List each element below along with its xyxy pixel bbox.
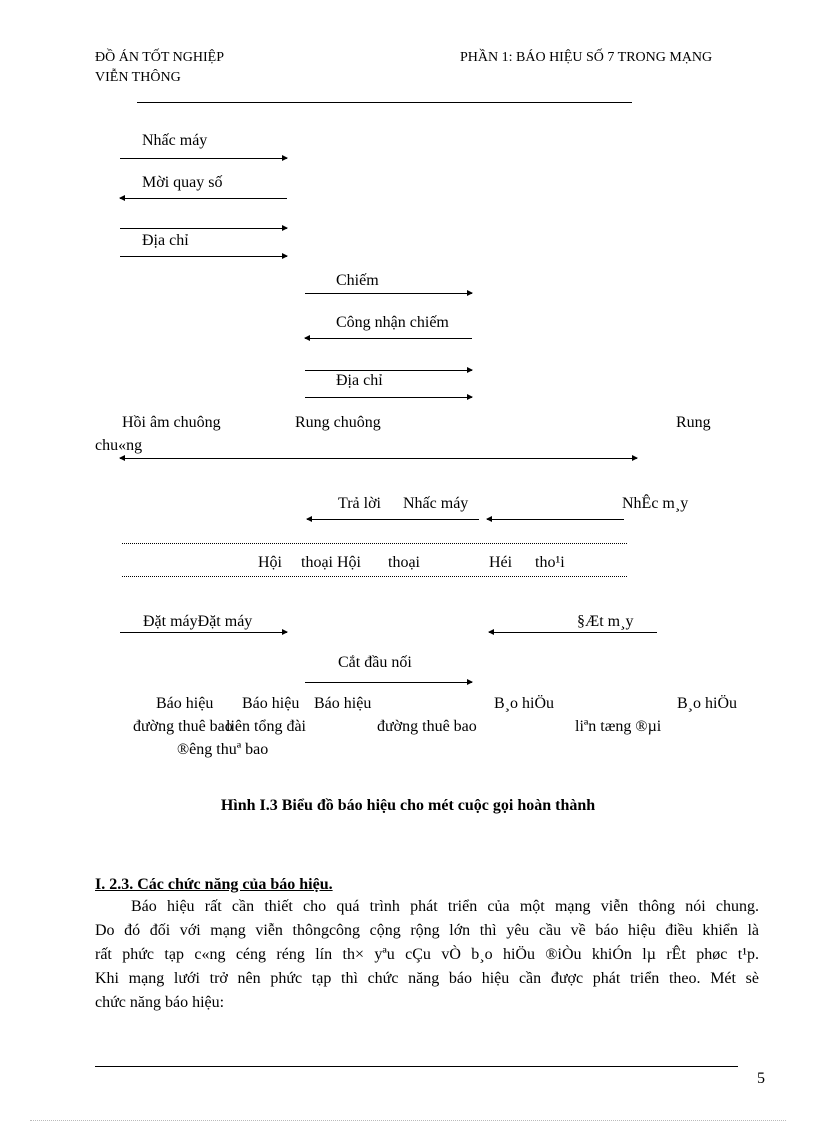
label-nhac-may: Nhấc máy bbox=[142, 132, 208, 149]
label-hoi: Hội bbox=[258, 554, 282, 571]
arrow-right bbox=[120, 632, 287, 633]
label-rung: Rung bbox=[676, 414, 711, 431]
label-bh-1a: Báo hiệu bbox=[156, 695, 214, 712]
label-cat-dau-noi: Cắt đầu nối bbox=[338, 654, 412, 671]
label-dat-may: Đặt máyĐặt máy bbox=[143, 613, 253, 630]
figure-caption: Hình I.3 Biểu đồ báo hiệu cho mét cuộc gọi hoàn thành bbox=[220, 797, 596, 814]
arrow-right bbox=[120, 228, 287, 229]
paragraph-line: chức năng báo hiệu: bbox=[95, 994, 225, 1011]
label-dat-may-2: §Æt m¸y bbox=[577, 613, 634, 630]
label-chiem: Chiếm bbox=[336, 272, 379, 289]
paragraph-line: rất phức tạp c«ng céng réng lín th× yªu cÇu vÒ b¸o hiÖu ®iÒu khiÓn lµ rÊt phøc t¹p. bbox=[95, 946, 759, 963]
arrow-right bbox=[120, 158, 287, 159]
arrow-right bbox=[305, 682, 472, 683]
arrow-left bbox=[307, 519, 479, 520]
section-title: I. 2.3. Các chức năng của báo hiệu. bbox=[95, 876, 333, 893]
paragraph-line: Do đó đối với mạng viễn thôngcông cộng rộng lớn thì yêu cầu về báo hiệu điều khiển là bbox=[95, 922, 759, 939]
header-rule bbox=[137, 102, 632, 103]
label-bh-2a: Báo hiệu bbox=[242, 695, 300, 712]
page-number: 5 bbox=[757, 1070, 765, 1087]
arrow-both bbox=[120, 458, 637, 459]
arrow-left bbox=[489, 632, 657, 633]
arrow-right bbox=[305, 293, 472, 294]
label-bh-3a: Báo hiệu bbox=[314, 695, 372, 712]
label-moi-quay-so: Mời quay số bbox=[142, 174, 223, 191]
label-cong-nhan-chiem: Công nhận chiếm bbox=[336, 314, 449, 331]
page-edge-dots bbox=[30, 1120, 786, 1121]
label-tra-loi: Trả lời bbox=[338, 495, 381, 512]
label-chuong: chu«ng bbox=[95, 437, 143, 454]
arrow-right bbox=[305, 370, 472, 371]
label-bh-4a: B¸o hiÖu bbox=[494, 695, 554, 712]
dotted-line bbox=[122, 543, 627, 544]
label-thoi: tho¹i bbox=[535, 554, 565, 571]
dotted-line bbox=[122, 576, 627, 577]
label-bh-5b: ®êng thuª bao bbox=[177, 741, 269, 758]
paragraph-line: Khi mạng lưới trở nên phức tạp thì chức năng báo hiệu cần được phát triển theo. Mét sè bbox=[95, 970, 759, 987]
header-left-line1: ĐỒ ÁN TỐT NGHIỆP bbox=[95, 50, 224, 65]
label-thoai-hoi: thoại Hội bbox=[301, 554, 361, 571]
arrow-right bbox=[305, 397, 472, 398]
label-bh-5a: B¸o hiÖu bbox=[677, 695, 737, 712]
label-bh-2b: liên tổng đài bbox=[226, 718, 306, 735]
arrow-right bbox=[120, 256, 287, 257]
label-hoi-am-chuong: Hồi âm chuông bbox=[122, 414, 221, 431]
label-nhac-may-3: NhÊc m¸y bbox=[622, 495, 689, 512]
label-rung-chuong: Rung chuông bbox=[295, 414, 381, 431]
label-dia-chi-2: Địa chỉ bbox=[336, 372, 383, 389]
label-bh-3b: đường thuê bao bbox=[377, 718, 477, 735]
header-right: PHẦN 1: BÁO HIỆU SỐ 7 TRONG MẠNG bbox=[460, 50, 713, 65]
label-hei: Héi bbox=[489, 554, 513, 571]
paragraph-line: Báo hiệu rất cần thiết cho quá trình phát triển của một mạng viễn thông nói chung. bbox=[131, 898, 759, 915]
label-dia-chi: Địa chỉ bbox=[142, 232, 189, 249]
footer-rule bbox=[95, 1066, 738, 1067]
label-nhac-may-2: Nhấc máy bbox=[403, 495, 469, 512]
arrow-left bbox=[305, 338, 472, 339]
arrow-left bbox=[487, 519, 624, 520]
label-bh-4b: liªn tæng ®µi bbox=[575, 718, 662, 735]
body-paragraph bbox=[95, 895, 759, 1015]
arrow-left bbox=[120, 198, 287, 199]
label-bh-1b: đường thuê bao bbox=[133, 718, 233, 735]
header-left-line2: VIỄN THÔNG bbox=[95, 70, 181, 85]
label-thoai: thoại bbox=[388, 554, 420, 571]
